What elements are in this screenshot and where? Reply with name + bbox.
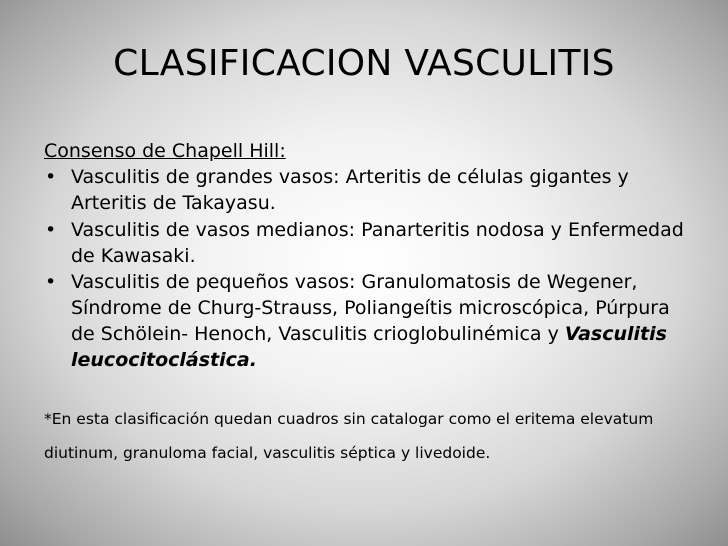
list-item-text: Vasculitis de pequeños vasos: Granulomatosis de Wegener, Síndrome de Churg-Strauss, Poliangeítis microscópica, Púrpura de Schölein- Henoch, Vasculitis crioglobulinémica y — [71, 271, 670, 345]
emphasis-text: Vasculitis leucocitoclástica. — [71, 323, 667, 371]
list-item — [44, 164, 694, 216]
bullet-icon: • — [45, 271, 57, 293]
list-item — [44, 217, 694, 269]
bullet-icon: • — [45, 166, 57, 188]
slide-content — [44, 138, 694, 486]
list-item — [44, 269, 694, 373]
intro-heading: Consenso de Chapell Hill: — [44, 140, 286, 162]
bullet-list — [44, 164, 694, 373]
list-item-text: Vasculitis de vasos medianos: Panarteritis nodosa y Enfermedad de Kawasaki. — [71, 218, 684, 267]
slide-title: CLASIFICACION VASCULITIS — [113, 43, 615, 84]
list-item-text: Vasculitis de grandes vasos: Arteritis de células gigantes y Arteritis de Takayasu. — [71, 166, 629, 214]
footnote: *En esta clasificación quedan cuadros sin catalogar como el eritema elevatum diutinum, granuloma facial, vasculitis séptica y livedoide. — [44, 410, 654, 462]
bullet-icon: • — [45, 218, 57, 241]
